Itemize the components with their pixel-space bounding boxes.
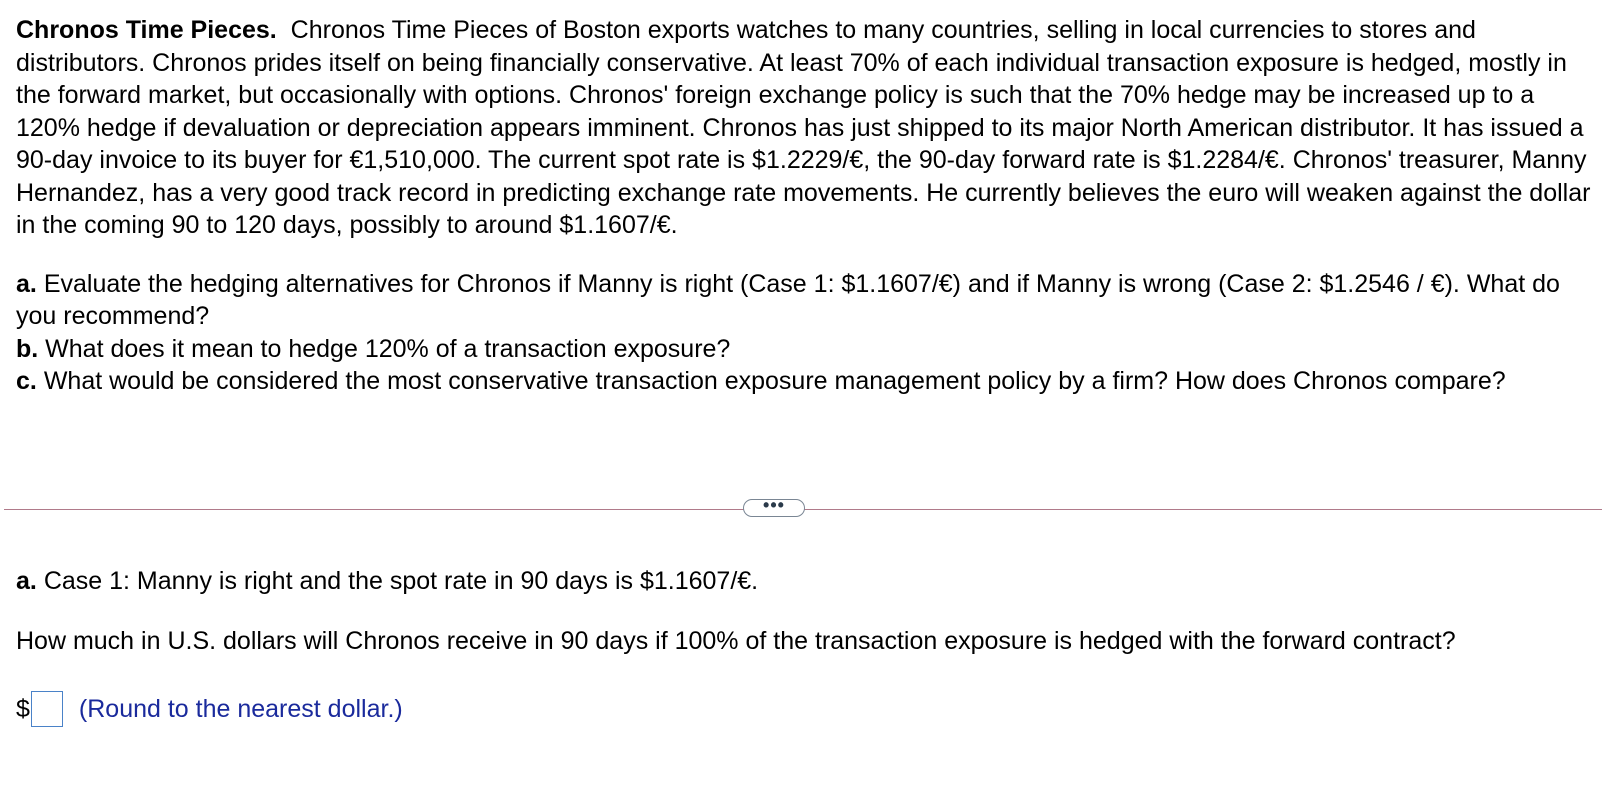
question-a-text: Evaluate the hedging alternatives for Chronos if Manny is right (Case 1: $1.1607/€) and if Manny is wrong (Case 2: $1.2546 / €). What do you recommend? <box>16 269 1560 330</box>
answer-row <box>16 691 403 727</box>
part-a-label: a. <box>16 567 37 595</box>
question-b-label: b. <box>16 334 39 363</box>
problem-intro <box>16 14 1596 242</box>
expand-more-button[interactable] <box>743 495 805 517</box>
question-b <box>16 333 1596 366</box>
problem-title: Chronos Time Pieces. <box>16 16 277 44</box>
currency-symbol: $ <box>16 694 30 723</box>
problem-statement <box>16 14 1596 398</box>
question-c-text: What would be considered the most conservative transaction exposure management policy by a firm? How does Chronos compare? <box>43 367 1506 395</box>
problem-intro-text: Chronos Time Pieces of Boston exports watches to many countries, selling in local currencies to stores and distributors. Chronos prides itself on being financially conservative. At least 70% of each individual transaction exposure is hedged, mostly in the forward market, but occasionally with options. Chronos' foreign exchange policy is such that the 70% hedge may be increased up to a 120% hedge if devaluation or depreciation appears imminent. Chronos has just shipped to its major North American distributor. It has issued a 90-day invoice to its buyer for €1,510,000. The current spot rate is $1.2229/€, the 90-day forward rate is $1.2284/€. Chronos' treasurer, Manny Hernandez, has a very good track record in predicting exchange rate movements. He currently believes the euro will weaken against the dollar in the coming 90 to 120 days, possibly to around $1.1607/€. <box>16 16 1591 239</box>
question-prompt: How much in U.S. dollars will Chronos receive in 90 days if 100% of the transaction exposure is hedged with the forward contract? <box>16 627 1456 655</box>
rounding-hint: (Round to the nearest dollar.) <box>78 694 403 723</box>
part-a-heading <box>16 566 758 596</box>
answer-input[interactable] <box>31 691 63 727</box>
question-a-label: a. <box>16 269 37 298</box>
question-c <box>16 365 1596 398</box>
question-c-label: c. <box>16 367 37 395</box>
question-a <box>16 268 1596 333</box>
question-b-text: What does it mean to hedge 120% of a transaction exposure? <box>45 334 731 363</box>
more-dots-icon: ••• <box>763 495 785 515</box>
part-a-text: Case 1: Manny is right and the spot rate in 90 days is $1.1607/€. <box>43 567 759 595</box>
